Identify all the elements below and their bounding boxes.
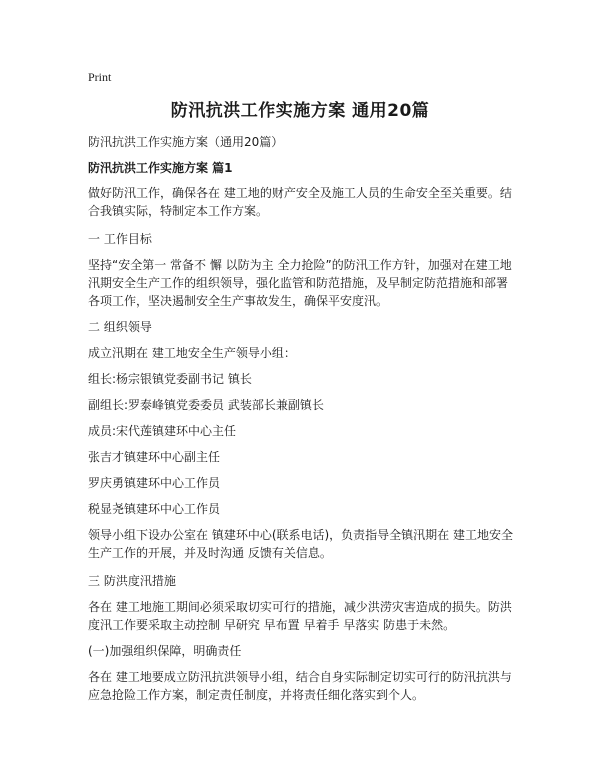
member-deputy: 副组长:罗泰峰镇党委委员 武装部长兼副镇长 xyxy=(88,398,324,412)
member-1: 成员:宋代莲镇建环中心主任 xyxy=(88,424,237,438)
document-subtitle: 防汛抗洪工作实施方案（通用20篇） xyxy=(88,135,284,149)
intro-paragraph: 做好防汛工作，确保各在 建工地的财产安全及施工人员的生命安全至关重要。结合我镇实际，特制定本工作方案。 xyxy=(88,186,512,218)
goal-paragraph: 坚持“安全第一 常备不 懈 以防为主 全力抢险”的防汛工作方针，加强对在建工地汛期安全生产工作的组织领导，强化监管和防范措施，及早制定防范措施和部署各项工作，坚决遏制安全生产事故发生，确保平安度汛。 xyxy=(88,258,512,308)
subheading-responsibility: (一)加强组织保障，明确责任 xyxy=(88,644,242,658)
heading-goal: 一 工作目标 xyxy=(88,232,152,246)
member-2: 张吉才镇建环中心副主任 xyxy=(88,450,221,464)
org-intro: 成立汛期在 建工地安全生产领导小组： xyxy=(88,346,296,360)
office-paragraph: 领导小组下设办公室在 镇建环中心(联系电话)，负责指导全镇汛期在 建工地安全生产工作的开展，并及时沟通 反馈有关信息。 xyxy=(88,528,513,560)
section-heading: 防汛抗洪工作实施方案 篇1 xyxy=(88,161,233,175)
member-4: 税显尧镇建环中心工作员 xyxy=(88,502,221,516)
responsibility-paragraph: 各在 建工地要成立防汛抗洪领导小组，结合自身实际制定切实可行的防汛抗洪与应急抢险工作方案，制定责任制度，并将责任细化落实到个人。 xyxy=(88,670,512,702)
heading-measures: 三 防洪度汛措施 xyxy=(88,574,176,588)
heading-organization: 二 组织领导 xyxy=(88,320,152,334)
member-leader: 组长:杨宗银镇党委副书记 镇长 xyxy=(88,372,252,386)
print-label: Print xyxy=(88,70,112,84)
member-3: 罗庆勇镇建环中心工作员 xyxy=(88,476,221,490)
document-title: 防汛抗洪工作实施方案 通用20篇 xyxy=(170,101,430,121)
measures-paragraph: 各在 建工地施工期间必须采取切实可行的措施，减少洪涝灾害造成的损失。防洪度汛工作要采取主动控制 早研究 早布置 早着手 早落实 防患于未然。 xyxy=(88,600,512,632)
